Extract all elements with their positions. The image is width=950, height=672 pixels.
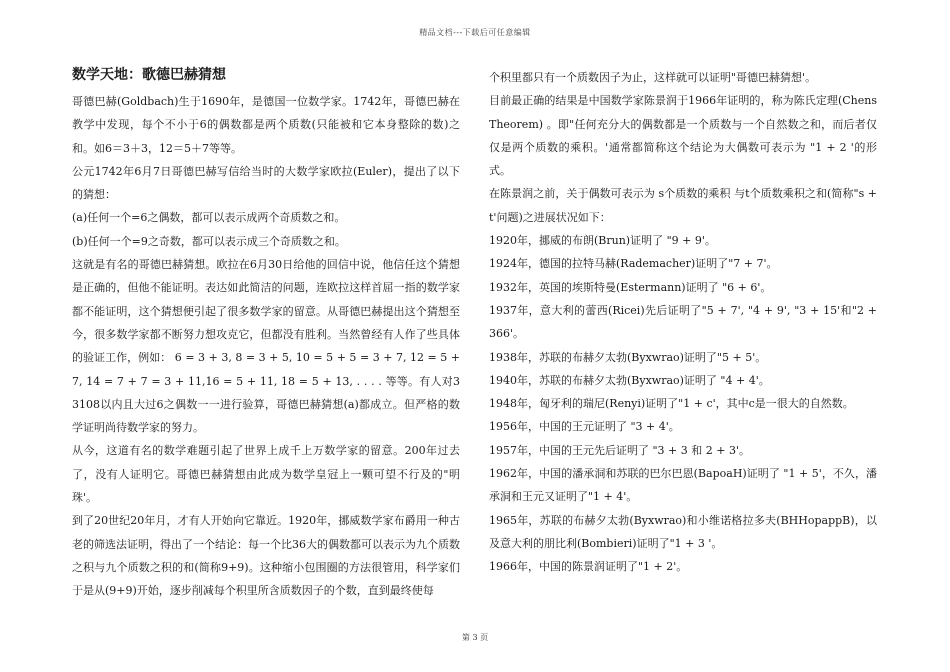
timeline-entry: 1924年，德国的拉特马赫(Rademacher)证明了"7 + 7'。: [489, 257, 778, 271]
timeline-entry: 1956年，中国的王元证明了 "3 + 4'。: [489, 420, 680, 434]
paragraph: 从今，这道有名的数学难题引起了世界上成千上万数学家的留意。200年过去了，没有人证明它。哥德巴赫猜想由此成为数学皇冠上一颗可望不行及的"明珠'。: [72, 444, 460, 505]
timeline-entry: 1938年，苏联的布赫夕太勃(Byxwrao)证明了"5 + 5'。: [489, 350, 767, 364]
timeline-entry: 1948年，匈牙利的瑞尼(Renyi)证明了"1 + c'，其中c是一很大的自然数。: [489, 397, 854, 411]
timeline-entry: 1962年，中国的潘承洞和苏联的巴尔巴恩(BapoaH)证明了 "1 + 5'，不久，潘承洞和王元又证明了"1 + 4'。: [489, 467, 877, 504]
paragraph: 公元1742年6月7日哥德巴赫写信给当时的大数学家欧拉(Euler)，提出了以下的猜想：: [72, 164, 460, 202]
page-header: 精品文档---下载后可任意编辑: [419, 28, 531, 37]
timeline-entry: 1937年，意大利的蕾西(Ricei)先后证明了"5 + 7', "4 + 9', "3 + 15'和"2 + 366'。: [489, 303, 877, 341]
paragraph: (a)任何一个=6之偶数，都可以表示成两个奇质数之和。: [72, 211, 346, 225]
paragraph: 到了20世纪20年月，才有人开始向它靠近。1920年，挪威数学家布爵用一种古老的筛选法证明，得出了一个结论：每一个比36大的偶数都可以表示为九个质数之积与九个质数之积的和(简称9+9)。这种缩小包围圈的方法很管用，科学家们于是从(9+9)开始，逐步削减每个积里所含质数因子的个数，直到最终使每: [72, 514, 460, 598]
timeline-entry: 1966年，中国的陈景润证明了"1 + 2'。: [489, 560, 688, 574]
right-column: [489, 66, 877, 579]
paragraph: 目前最正确的结果是中国数学家陈景润于1966年证明的，称为陈氏定理(Chens Theorem) 。即"任何充分大的偶数都是一个质数与一个自然数之和，而后者仅仅是两个质数的乘积。'通常都简称这个结论为大偶数可表示为 "1 + 2 '的形式。: [489, 94, 877, 178]
timeline-entry: 1920年，挪威的布朗(Brun)证明了 "9 + 9'。: [489, 234, 716, 248]
timeline-entry: 1932年，英国的埃斯特曼(Estermann)证明了 "6 + 6'。: [489, 280, 772, 294]
timeline-entry: 1965年，苏联的布赫夕太勃(Byxwrao)和小维诺格拉多夫(BHHopappB)，以及意大利的朋比利(Bombieri)证明了"1 + 3 '。: [489, 513, 877, 550]
timeline-entry: 1940年，苏联的布赫夕太勃(Byxwrao)证明了 "4 + 4'。: [489, 373, 770, 387]
paragraph: (b)任何一个=9之奇数，都可以表示成三个奇质数之和。: [72, 234, 346, 248]
page-number: 第 3 页: [461, 633, 489, 642]
paragraph: 哥德巴赫(Goldbach)生于1690年，是德国一位数学家。1742年，哥德巴赫在教学中发现，每个不小于6的偶数都是两个质数(只能被和它本身整除的数)之和。如6＝3＋3，12＝5＋7等等。: [72, 95, 460, 155]
left-column: [72, 66, 460, 603]
paragraph: 个积里都只有一个质数因子为止，这样就可以证明"哥德巴赫猜想'。: [489, 71, 817, 84]
paragraph: 在陈景润之前，关于偶数可表示为 s个质数的乘积 与t个质数乘积之和(简称"s + t'问题)之进展状况如下：: [489, 187, 877, 224]
timeline-entry: 1957年，中国的王元先后证明了 "3 + 3 和 2 + 3'。: [489, 443, 750, 457]
article-title: 数学天地：歌德巴赫猜想: [72, 67, 226, 83]
paragraph: 这就是有名的哥德巴赫猜想。欧拉在6月30日给他的回信中说，他信任这个猜想是正确的，但他不能证明。表达如此简洁的问题，连欧拉这样首屈一指的数学家都不能证明，这个猜想便引起了很多数学家的留意。从哥德巴赫提出这个猜想至今，很多数学家都不断努力想攻克它，但都没有胜利。当然曾经有人作了些具体的验证工作，例如： 6 = 3 + 3, 8 = 3 + 5, 10 = 5 + 5 = 3 + 7, 12 = 5 + 7, 14 = 7 + 7 = 3 + 11,16 = 5 + 11, 18 = 5 + 13, . . . . 等等。有人对33108以内且大过6之偶数一一进行验算，哥德巴赫猜想(a)都成立。但严格的数学证明尚待数学家的努力。: [72, 258, 460, 435]
